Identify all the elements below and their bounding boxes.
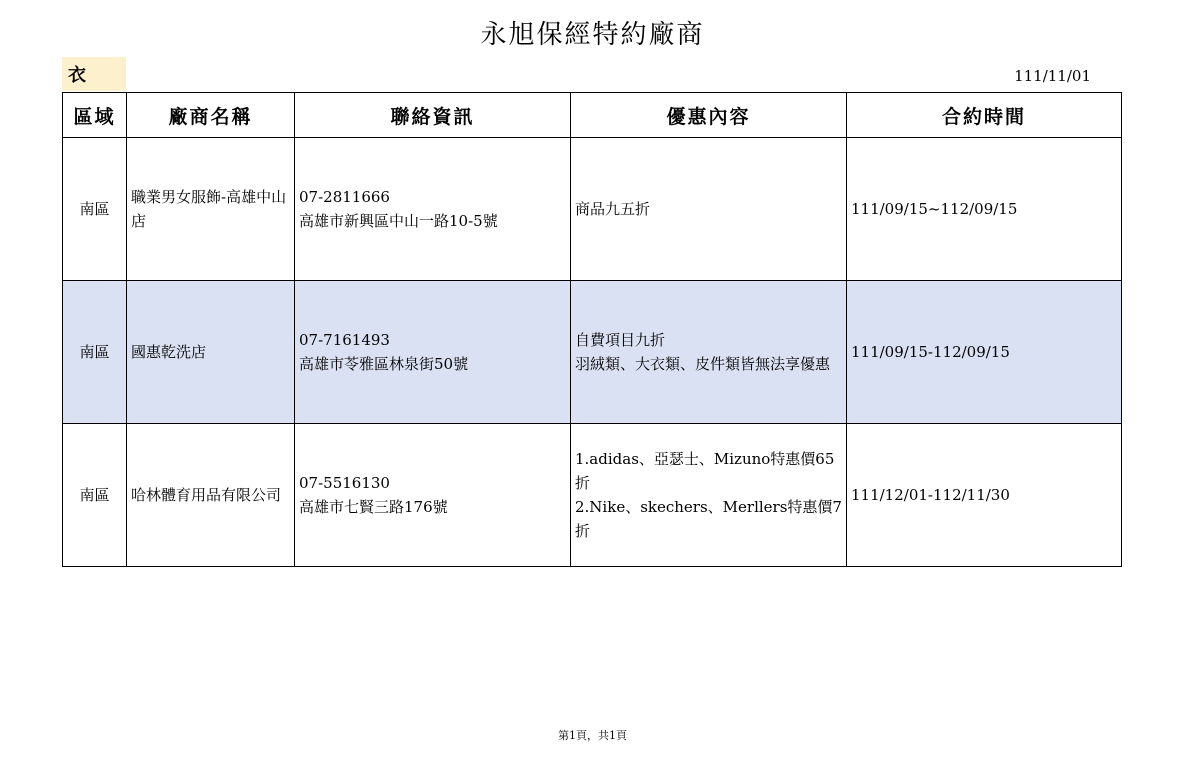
- offer-line: 2.Nike、skechers、Merllers特惠價7折: [575, 498, 842, 540]
- vendor-name-cell: 職業男女服飾-高雄中山店: [127, 138, 295, 281]
- offer-line: 商品九五折: [575, 200, 651, 218]
- category-label: 衣: [62, 57, 126, 91]
- region-cell: 南區: [63, 138, 127, 281]
- page-footer: 第1頁，共1頁: [558, 729, 627, 742]
- phone-number: 07-2811666: [299, 188, 390, 206]
- contact-cell: [295, 281, 571, 424]
- contact-cell: [295, 138, 571, 281]
- header-contract-period: 合約時間: [847, 93, 1122, 138]
- offer-cell: [571, 138, 847, 281]
- offer-cell: [571, 424, 847, 567]
- offer-line: 自費項目九折: [575, 331, 666, 349]
- table-row: [63, 281, 1122, 424]
- vendor-table: [62, 92, 1122, 567]
- contract-period-cell: 111/09/15-112/09/15: [847, 281, 1122, 424]
- header-region: 區域: [63, 93, 127, 138]
- offer-line: 1.adidas、亞瑟士、Mizuno特惠價65折: [575, 450, 835, 492]
- vendor-name-cell: 哈林體育用品有限公司: [127, 424, 295, 567]
- address: 高雄市七賢三路176號: [299, 498, 448, 516]
- region-cell: 南區: [63, 281, 127, 424]
- header-contact: 聯絡資訊: [295, 93, 571, 138]
- table-row: [63, 138, 1122, 281]
- document-date: 111/11/01: [1014, 67, 1091, 85]
- table-row: [63, 424, 1122, 567]
- offer-cell: [571, 281, 847, 424]
- document-title: 永旭保經特約廠商: [480, 20, 705, 50]
- table-header-row: [63, 93, 1122, 138]
- contract-period-cell: 111/12/01-112/11/30: [847, 424, 1122, 567]
- offer-line: 羽絨類、大衣類、皮件類皆無法享優惠: [575, 355, 831, 373]
- contract-period-cell: 111/09/15~112/09/15: [847, 138, 1122, 281]
- vendor-name-cell: 國惠乾洗店: [127, 281, 295, 424]
- region-cell: 南區: [63, 424, 127, 567]
- header-offer: 優惠內容: [571, 93, 847, 138]
- contact-cell: [295, 424, 571, 567]
- address: 高雄市新興區中山一路10-5號: [299, 212, 498, 230]
- header-vendor-name: 廠商名稱: [127, 93, 295, 138]
- phone-number: 07-5516130: [299, 474, 390, 492]
- address: 高雄市苓雅區林泉街50號: [299, 355, 469, 373]
- phone-number: 07-7161493: [299, 331, 390, 349]
